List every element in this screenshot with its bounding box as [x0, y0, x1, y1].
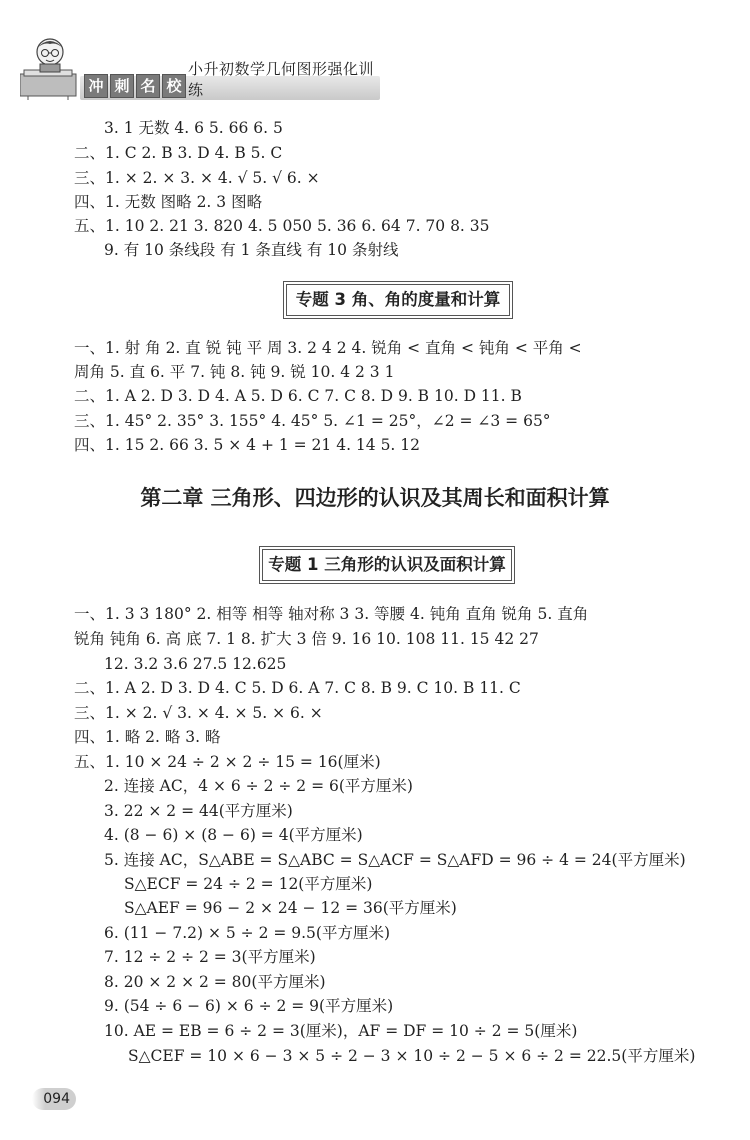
answer-line: 五、1. 10 2. 21 3. 820 4. 5 050 5. 36 6. 64 7. 70 8. 35 [74, 217, 490, 235]
answer-line: 三、1. × 2. √ 3. × 4. × 5. × 6. × [74, 704, 323, 722]
answer-line: 5. 连接 AC，S△ABE = S△ABC = S△ACF = S△AFD = 96 ÷ 4 = 24(平方厘米) [104, 851, 686, 869]
answer-line: 五、1. 10 × 24 ÷ 2 × 2 ÷ 15 = 16(厘米) [74, 753, 381, 771]
student-mascot-icon [20, 30, 84, 100]
page-header [18, 30, 378, 102]
answer-line: 3. 1 无数 4. 6 5. 66 6. 5 [104, 119, 283, 137]
topic-title-box: 专题 3 角、角的度量和计算 [286, 284, 510, 316]
answer-line: 三、1. 45° 2. 35° 3. 155° 4. 45° 5. ∠1 = 25°，∠2 = ∠3 = 65° [74, 412, 551, 430]
chapter-title: 第二章 三角形、四边形的认识及其周长和面积计算 [140, 486, 610, 510]
brand-char: 冲 [84, 74, 108, 98]
answer-line: S△ECF = 24 ÷ 2 = 12(平方厘米) [124, 875, 373, 893]
answer-line: 二、1. A 2. D 3. D 4. A 5. D 6. C 7. C 8. D 9. B 10. D 11. B [74, 387, 522, 405]
brand-logo [84, 74, 186, 98]
answer-line: 周角 5. 直 6. 平 7. 钝 8. 钝 9. 锐 10. 4 2 3 1 [74, 363, 395, 381]
answer-line: 12. 3.2 3.6 27.5 12.625 [104, 655, 287, 673]
answer-line: 2. 连接 AC，4 × 6 ÷ 2 ÷ 2 = 6(平方厘米) [104, 777, 413, 795]
brand-char: 名 [136, 74, 160, 98]
answer-line: 6. (11 − 7.2) × 5 ÷ 2 = 9.5(平方厘米) [104, 924, 391, 942]
answer-line: 7. 12 ÷ 2 ÷ 2 = 3(平方厘米) [104, 948, 316, 966]
answer-line: 3. 22 × 2 = 44(平方厘米) [104, 802, 293, 820]
answer-line: 二、1. C 2. B 3. D 4. B 5. C [74, 144, 283, 162]
answer-line: 10. AE = EB = 6 ÷ 2 = 3(厘米)，AF = DF = 10 ÷ 2 = 5(厘米) [104, 1022, 578, 1040]
brand-char: 校 [162, 74, 186, 98]
brand-char: 刺 [110, 74, 134, 98]
page-number: 094 [32, 1088, 76, 1110]
answer-line: 四、1. 15 2. 66 3. 5 × 4 + 1 = 21 4. 14 5. 12 [74, 436, 421, 454]
answer-line: 一、1. 射 角 2. 直 锐 钝 平 周 3. 2 4 2 4. 锐角 < 直角 < 钝角 < 平角 < [74, 339, 582, 357]
answer-line: 二、1. A 2. D 3. D 4. C 5. D 6. A 7. C 8. B 9. C 10. B 11. C [74, 679, 521, 697]
answer-line: 9. 有 10 条线段 有 1 条直线 有 10 条射线 [104, 241, 399, 259]
answer-line: 一、1. 3 3 180° 2. 相等 相等 轴对称 3 3. 等腰 4. 钝角 直角 锐角 5. 直角 [74, 605, 589, 623]
book-title: 小升初数学几何图形强化训练 [188, 60, 375, 99]
answer-line: 锐角 钝角 6. 高 底 7. 1 8. 扩大 3 倍 9. 16 10. 108 11. 15 42 27 [74, 630, 539, 648]
answer-line: 四、1. 无数 图略 2. 3 图略 [74, 193, 263, 211]
answer-line: 四、1. 略 2. 略 3. 略 [74, 728, 221, 746]
answer-line: 4. (8 − 6) × (8 − 6) = 4(平方厘米) [104, 826, 363, 844]
answer-line: S△CEF = 10 × 6 − 3 × 5 ÷ 2 − 3 × 10 ÷ 2 − 5 × 6 ÷ 2 = 22.5(平方厘米) [128, 1047, 696, 1065]
answer-line: 三、1. × 2. × 3. × 4. √ 5. √ 6. × [74, 169, 320, 187]
answer-line: S△AEF = 96 − 2 × 24 − 12 = 36(平方厘米) [124, 899, 457, 917]
answer-line: 8. 20 × 2 × 2 = 80(平方厘米) [104, 973, 326, 991]
topic-title-box: 专题 1 三角形的认识及面积计算 [262, 549, 512, 581]
answer-line: 9. (54 ÷ 6 − 6) × 6 ÷ 2 = 9(平方厘米) [104, 997, 394, 1015]
